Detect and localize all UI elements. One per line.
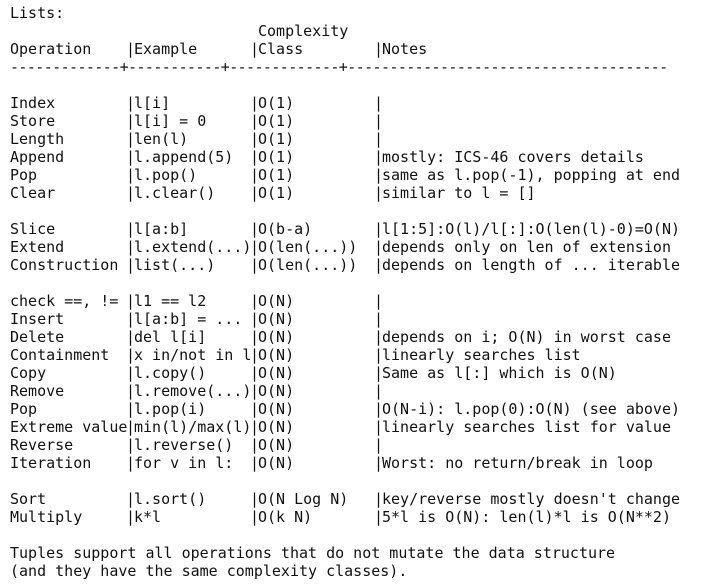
column-separator: |: [250, 238, 260, 256]
column-separator: |: [126, 436, 136, 454]
operation-cell: Multiply: [10, 508, 83, 526]
group-spacer: [10, 472, 700, 490]
example-cell: l.pop(): [134, 166, 198, 184]
example-cell: l.remove(...): [134, 382, 252, 400]
column-separator: |: [374, 328, 384, 346]
operation-cell: Remove: [10, 382, 65, 400]
class-cell: O(1): [258, 112, 295, 130]
notes-cell: [382, 382, 662, 400]
operation-cell: Sort: [10, 490, 47, 508]
table-row: [10, 328, 700, 346]
operation-cell: check ==, !=: [10, 292, 119, 310]
column-separator: |: [374, 220, 384, 238]
header-row: Operation | Example | Class | Notes: [10, 40, 700, 58]
column-separator: |: [374, 490, 384, 508]
operation-cell: Clear: [10, 184, 56, 202]
column-separator: |: [126, 292, 136, 310]
table-row: [10, 382, 700, 400]
example-cell: l[a:b] = ...: [134, 310, 243, 328]
column-separator: |: [374, 454, 384, 472]
notes-cell: same as l.pop(-1), popping at end: [382, 166, 681, 184]
table-row: [10, 418, 700, 436]
table-row: [10, 94, 700, 112]
class-cell: O(1): [258, 184, 295, 202]
operation-cell: Insert: [10, 310, 65, 328]
column-separator: |: [126, 400, 136, 418]
notes-cell: depends on i; O(N) in worst case: [382, 328, 671, 346]
operation-cell: Containment: [10, 346, 110, 364]
column-separator: |: [126, 310, 136, 328]
operation-cell: Delete: [10, 328, 65, 346]
notes-cell: Same as l[:] which is O(N): [382, 364, 617, 382]
operation-cell: Extreme value: [10, 418, 128, 436]
example-cell: l.clear(): [134, 184, 216, 202]
column-separator: |: [250, 292, 260, 310]
example-cell: l.sort(): [134, 490, 207, 508]
notes-cell: [382, 310, 662, 328]
operation-cell: Index: [10, 94, 56, 112]
group-spacer: [10, 202, 700, 220]
class-cell: O(N): [258, 346, 295, 364]
table-row: [10, 454, 700, 472]
column-separator: |: [250, 364, 260, 382]
column-separator: |: [126, 112, 136, 130]
example-cell: for v in l:: [134, 454, 234, 472]
notes-cell: Worst: no return/break in loop: [382, 454, 653, 472]
notes-cell: [382, 112, 662, 130]
class-cell: O(b-a): [258, 220, 313, 238]
table-row: [10, 184, 700, 202]
table-body: [10, 76, 700, 544]
column-separator: |: [374, 418, 384, 436]
class-cell: O(1): [258, 130, 295, 148]
column-separator: |: [250, 94, 260, 112]
column-separator: |: [250, 418, 260, 436]
column-separator: |: [126, 256, 136, 274]
column-separator: |: [126, 220, 136, 238]
header-operation: Operation: [10, 40, 92, 58]
table-row: [10, 310, 700, 328]
example-cell: x in/not in l: [134, 346, 252, 364]
example-cell: l.pop(i): [134, 400, 207, 418]
header-complexity: Complexity: [258, 22, 349, 40]
operation-cell: Iteration: [10, 454, 92, 472]
document: [10, 4, 700, 580]
column-separator: |: [126, 148, 136, 166]
example-cell: l.append(5): [134, 148, 234, 166]
class-cell: O(N Log N): [258, 490, 349, 508]
column-separator: |: [374, 130, 384, 148]
column-separator: |: [374, 508, 384, 526]
group-spacer: [10, 526, 700, 544]
example-cell: list(...): [134, 256, 216, 274]
table-row: [10, 130, 700, 148]
operation-cell: Pop: [10, 400, 38, 418]
column-separator: |: [374, 382, 384, 400]
column-separator: |: [126, 364, 136, 382]
notes-cell: l[1:5]:O(l)/l[:]:O(len(l)-0)=O(N): [382, 220, 681, 238]
class-cell: O(1): [258, 148, 295, 166]
column-separator: |: [374, 256, 384, 274]
notes-cell: 5*l is O(N): len(l)*l is O(N**2): [382, 508, 671, 526]
column-separator: |: [250, 490, 260, 508]
table-row: [10, 220, 700, 238]
class-cell: O(1): [258, 94, 295, 112]
column-separator: |: [126, 328, 136, 346]
operation-cell: Length: [10, 130, 65, 148]
example-cell: l[i]: [134, 94, 171, 112]
column-separator: |: [126, 166, 136, 184]
column-separator: |: [374, 346, 384, 364]
example-cell: l1 == l2: [134, 292, 207, 310]
table-row: [10, 256, 700, 274]
notes-cell: depends on length of ... iterable: [382, 256, 681, 274]
class-cell: O(N): [258, 400, 295, 418]
column-separator: |: [126, 94, 136, 112]
table-row: [10, 400, 700, 418]
column-separator: |: [126, 382, 136, 400]
column-separator: |: [374, 112, 384, 130]
table-row: [10, 148, 700, 166]
table-row: [10, 436, 700, 454]
table-row: [10, 508, 700, 526]
column-separator: |: [374, 292, 384, 310]
column-separator: |: [250, 220, 260, 238]
notes-cell: [382, 130, 662, 148]
column-separator: |: [250, 328, 260, 346]
group-spacer: [10, 76, 700, 94]
column-separator: |: [374, 310, 384, 328]
column-separator: |: [250, 508, 260, 526]
column-separator: |: [126, 418, 136, 436]
example-cell: l.reverse(): [134, 436, 234, 454]
operation-cell: Copy: [10, 364, 47, 382]
column-separator: |: [250, 400, 260, 418]
example-cell: del l[i]: [134, 328, 207, 346]
example-cell: l[a:b]: [134, 220, 189, 238]
table-row: [10, 238, 700, 256]
example-cell: l[i] = 0: [134, 112, 207, 130]
class-cell: O(len(...)): [258, 256, 358, 274]
notes-cell: similar to l = []: [382, 184, 536, 202]
header-row-top: [10, 22, 700, 40]
class-cell: O(k N): [258, 508, 313, 526]
operation-cell: Reverse: [10, 436, 74, 454]
column-separator: |: [250, 184, 260, 202]
column-separator: |: [374, 94, 384, 112]
class-cell: O(N): [258, 418, 295, 436]
example-cell: k*l: [134, 508, 162, 526]
class-cell: O(N): [258, 382, 295, 400]
column-separator: |: [250, 148, 260, 166]
notes-cell: [382, 292, 662, 310]
page-title: Lists:: [10, 4, 65, 22]
column-separator: |: [250, 130, 260, 148]
column-separator: |: [374, 148, 384, 166]
class-cell: O(1): [258, 166, 295, 184]
column-separator: |: [126, 130, 136, 148]
table-row: [10, 292, 700, 310]
operation-cell: Extend: [10, 238, 65, 256]
notes-cell: depends only on len of extension: [382, 238, 671, 256]
notes-cell: O(N-i): l.pop(0):O(N) (see above): [382, 400, 681, 418]
table-row: [10, 346, 700, 364]
operation-cell: Slice: [10, 220, 56, 238]
column-separator: |: [126, 184, 136, 202]
column-separator: |: [126, 238, 136, 256]
operation-cell: Append: [10, 148, 65, 166]
example-cell: len(l): [134, 130, 189, 148]
footer-note: Tuples support all operations that do not mutate the data structure (and they have the same complexity classes).: [10, 544, 625, 580]
notes-cell: linearly searches list: [382, 346, 581, 364]
column-separator: |: [126, 490, 136, 508]
column-separator: |: [250, 382, 260, 400]
header-notes: Notes: [382, 40, 428, 58]
example-cell: min(l)/max(l): [134, 418, 252, 436]
column-separator: |: [126, 454, 136, 472]
column-separator: |: [250, 454, 260, 472]
column-separator: |: [250, 346, 260, 364]
class-cell: O(N): [258, 436, 295, 454]
table-row: [10, 364, 700, 382]
example-cell: l.copy(): [134, 364, 207, 382]
column-separator: |: [250, 310, 260, 328]
column-separator: |: [250, 436, 260, 454]
class-cell: O(N): [258, 454, 295, 472]
class-cell: O(N): [258, 310, 295, 328]
notes-cell: [382, 94, 662, 112]
header-example: Example: [134, 40, 198, 58]
notes-cell: key/reverse mostly doesn't change: [382, 490, 681, 508]
class-cell: O(len(...)): [258, 238, 358, 256]
operation-cell: Pop: [10, 166, 38, 184]
notes-cell: [382, 436, 662, 454]
column-separator: |: [250, 166, 260, 184]
notes-cell: mostly: ICS-46 covers details: [382, 148, 644, 166]
operation-cell: Construction: [10, 256, 119, 274]
header-rule: -------------+-----------+-------------+--------------------------------------: [10, 58, 668, 76]
column-separator: |: [374, 238, 384, 256]
table-row: [10, 490, 700, 508]
example-cell: l.extend(...): [134, 238, 252, 256]
operation-cell: Store: [10, 112, 56, 130]
table-row: [10, 166, 700, 184]
class-cell: O(N): [258, 292, 295, 310]
group-spacer: [10, 274, 700, 292]
column-separator: |: [126, 346, 136, 364]
column-separator: |: [250, 256, 260, 274]
table-row: [10, 112, 700, 130]
column-separator: |: [374, 166, 384, 184]
class-cell: O(N): [258, 364, 295, 382]
class-cell: O(N): [258, 328, 295, 346]
notes-cell: linearly searches list for value: [382, 418, 671, 436]
column-separator: |: [374, 364, 384, 382]
header-class: Class: [258, 40, 304, 58]
column-separator: |: [374, 400, 384, 418]
column-separator: |: [126, 508, 136, 526]
column-separator: |: [374, 436, 384, 454]
column-separator: |: [374, 184, 384, 202]
column-separator: |: [250, 112, 260, 130]
